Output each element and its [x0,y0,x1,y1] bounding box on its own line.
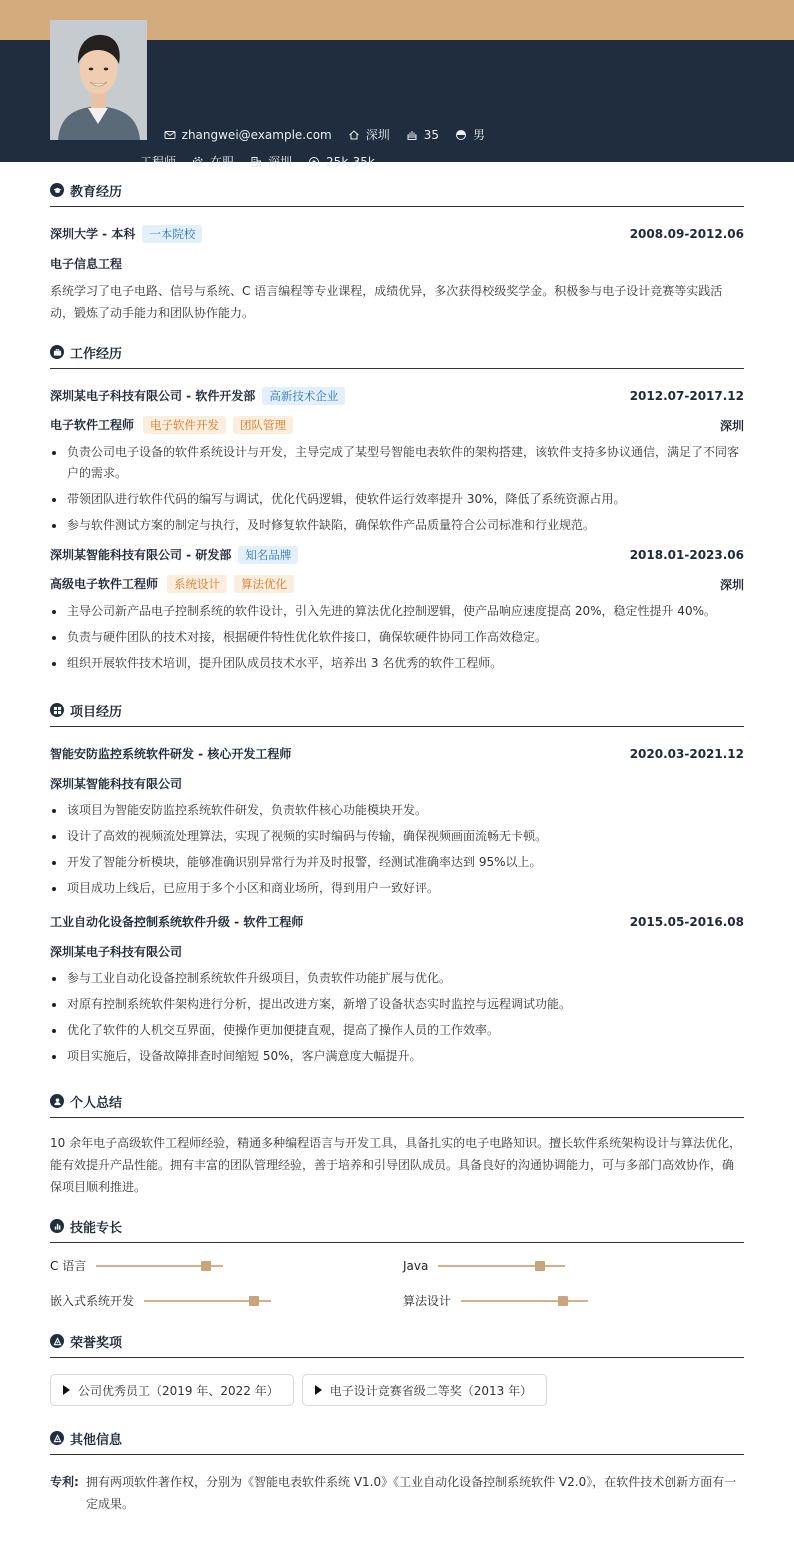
company-tag: 高新技术企业 [262,387,345,405]
info-icon [50,1431,64,1445]
education-entry-header [50,225,744,243]
skill-knob [558,1296,568,1306]
award-item[interactable] [50,1374,294,1406]
building-icon [250,156,262,168]
list-item: 主导公司新产品电子控制系统的软件设计，引入先进的算法优化控制逻辑，使产品响应速度提高 20%，稳定性提升 40%。 [50,601,744,622]
home-icon [348,129,360,141]
resume-body [50,180,744,1515]
bar-chart-icon [50,1219,64,1233]
skills-section-title: 技能专长 [50,1216,744,1243]
work-city-text: 深圳 [268,155,293,169]
position-fragment: 工程师 [140,155,177,169]
skill-name: C 语言 [50,1259,87,1273]
gender-text: 男 [473,128,486,142]
skill-bar [461,1300,588,1302]
skill-knob [249,1296,259,1306]
skill-item [403,1292,744,1309]
job-role: 高级电子软件工程师 [50,577,159,591]
role-tag: 电子软件开发 [143,416,226,434]
email-info[interactable] [164,128,332,142]
gender-info [455,126,485,143]
work-date: 2012.07-2017.12 [629,389,744,403]
city-info [348,126,390,143]
project-company: 深圳某智能科技有限公司 [50,777,183,791]
project-company: 深圳某电子科技有限公司 [50,945,183,959]
projects-section-title: 项目经历 [50,700,744,727]
graduation-cap-icon [50,183,64,197]
list-item: 优化了软件的人机交互界面，使操作更加便捷直观，提高了操作人员的工作效率。 [50,1020,744,1041]
education-section-title: 教育经历 [50,180,744,207]
list-item: 组织开展软件技术培训，提升团队成员技术水平，培养出 3 名优秀的软件工程师。 [50,653,744,674]
role-tag: 算法优化 [234,575,294,593]
list-item: 负责与硬件团队的技术对接，根据硬件特性优化软件接口，确保软硬件协同工作高效稳定。 [50,627,744,648]
position-info [140,153,176,170]
work-entry [50,546,744,674]
list-item: 对原有控制系统软件架构进行分析，提出改进方案，新增了设备状态实时监控与远程调试功能。 [50,994,744,1015]
city-text: 深圳 [365,128,390,142]
list-item: 负责公司电子设备的软件系统设计与开发，主导完成了某型号智能电表软件的架构搭建，该软件支持多协议通信，满足了不同客户的需求。 [50,442,744,484]
user-icon [50,1094,64,1108]
play-triangle-icon [315,1385,322,1395]
gender-icon [455,129,467,141]
age-info [406,128,439,142]
work-section-title: 工作经历 [50,342,744,369]
skill-bar [144,1300,271,1302]
skill-bar [438,1265,565,1267]
project-title: 智能安防监控系统软件研发 - 核心开发工程师 [50,747,292,761]
list-item: 项目实施后，设备故障排查时间缩短 50%，客户满意度大幅提升。 [50,1046,744,1067]
work-bullets [50,442,744,536]
skill-name: 嵌入式系统开发 [50,1294,135,1308]
project-date: 2020.03-2021.12 [629,746,744,761]
play-triangle-icon [63,1385,70,1395]
job-role: 电子软件工程师 [50,418,135,432]
list-item: 该项目为智能安防监控系统软件研发，负责软件核心功能模块开发。 [50,800,744,821]
skill-item [50,1257,403,1274]
work-city-info [250,153,292,170]
patent-label: 专利: [50,1475,79,1489]
salary-info [308,155,375,169]
salary-text: 25k-35k [326,154,375,169]
briefcase-icon [50,345,64,359]
project-bullets [50,968,744,1067]
awards-list [50,1374,744,1406]
list-item: 参与软件测试方案的制定与执行，及时修复软件缺陷，确保软件产品质量符合公司标准和行业规范。 [50,515,744,536]
skill-name: Java [403,1258,429,1273]
awards-section-title: 荣誉奖项 [50,1331,744,1358]
award-text: 电子设计竞赛省级二等奖（2013 年） [329,1383,533,1398]
profile-photo [50,20,147,140]
status-info [192,153,234,170]
skill-item [50,1292,403,1309]
list-item: 开发了智能分析模块，能够准确识别异常行为并及时报警，经测试准确率达到 95%以上。 [50,852,744,873]
skill-item [403,1257,744,1274]
list-item: 项目成功上线后，已应用于多个小区和商业场所，得到用户一致好评。 [50,878,744,899]
company-tag: 知名品牌 [238,546,298,564]
list-item: 带领团队进行软件代码的编写与调试，优化代码逻辑，使软件运行效率提升 30%，降低了系统资源占用。 [50,489,744,510]
project-entry [50,913,744,1067]
patent-info [50,1471,744,1515]
skill-knob [201,1261,211,1271]
job-location: 深圳 [719,418,744,433]
education-date: 2008.09-2012.06 [629,227,744,241]
status-text: 在职 [210,155,235,169]
job-intent-row [140,153,375,170]
work-date: 2018.01-2023.06 [629,548,744,562]
work-entry [50,387,744,536]
status-gear-icon [192,156,204,168]
skills-grid [50,1257,744,1309]
company-name: 深圳某电子科技有限公司 - 软件开发部 [50,389,256,403]
summary-text: 10 余年电子高级软件工程师经验，精通多种编程语言与开发工具，具备扎实的电子电路知识。擅长软件系统架构设计与算法优化，能有效提升产品性能。拥有丰富的团队管理经验，善于培养和引导团队成员。具备良好的沟通协调能力，可与多部门高效协作，确保项目顺利推进。 [50,1136,742,1194]
list-item: 设计了高效的视频流处理算法，实现了视频的实时编码与传输，确保视频画面流畅无卡顿。 [50,826,744,847]
school-tag: 一本院校 [142,225,202,243]
mail-icon [164,129,176,141]
school-name: 深圳大学 - 本科 [50,227,136,241]
salary-icon [308,156,320,168]
avatar [50,20,147,140]
project-entry [50,745,744,899]
project-date: 2015.05-2016.08 [629,914,744,929]
job-location: 深圳 [719,577,744,592]
work-bullets [50,601,744,674]
major-name: 电子信息工程 [50,257,123,271]
role-tag: 系统设计 [167,575,227,593]
company-name: 深圳某智能科技有限公司 - 研发部 [50,548,232,562]
skill-bar [96,1265,223,1267]
education-description: 系统学习了电子电路、信号与系统、C 语言编程等专业课程，成绩优异，多次获得校级奖学金。积极参与电子设计竞赛等实践活动，锻炼了动手能力和团队协作能力。 [50,284,723,320]
cake-icon [406,129,418,141]
summary-section-title: 个人总结 [50,1091,744,1118]
skill-knob [535,1261,545,1271]
project-bullets [50,800,744,899]
other-section-title: 其他信息 [50,1428,744,1455]
project-title: 工业自动化设备控制系统软件升级 - 软件工程师 [50,915,304,929]
patent-text: 拥有两项软件著作权，分别为《智能电表软件系统 V1.0》《工业自动化设备控制系统软件 V2.0》，在软件技术创新方面有一定成果。 [86,1475,737,1511]
award-item[interactable] [302,1374,547,1406]
email-text: zhangwei@example.com [181,127,332,142]
grid-icon [50,703,64,717]
contact-row [140,126,485,143]
skill-name: 算法设计 [403,1294,452,1308]
age-text: 35 [423,127,440,142]
award-text: 公司优秀员工（2019 年、2022 年） [78,1383,279,1398]
award-icon [50,1334,64,1348]
role-tag: 团队管理 [233,416,293,434]
list-item: 参与工业自动化设备控制系统软件升级项目，负责软件功能扩展与优化。 [50,968,744,989]
